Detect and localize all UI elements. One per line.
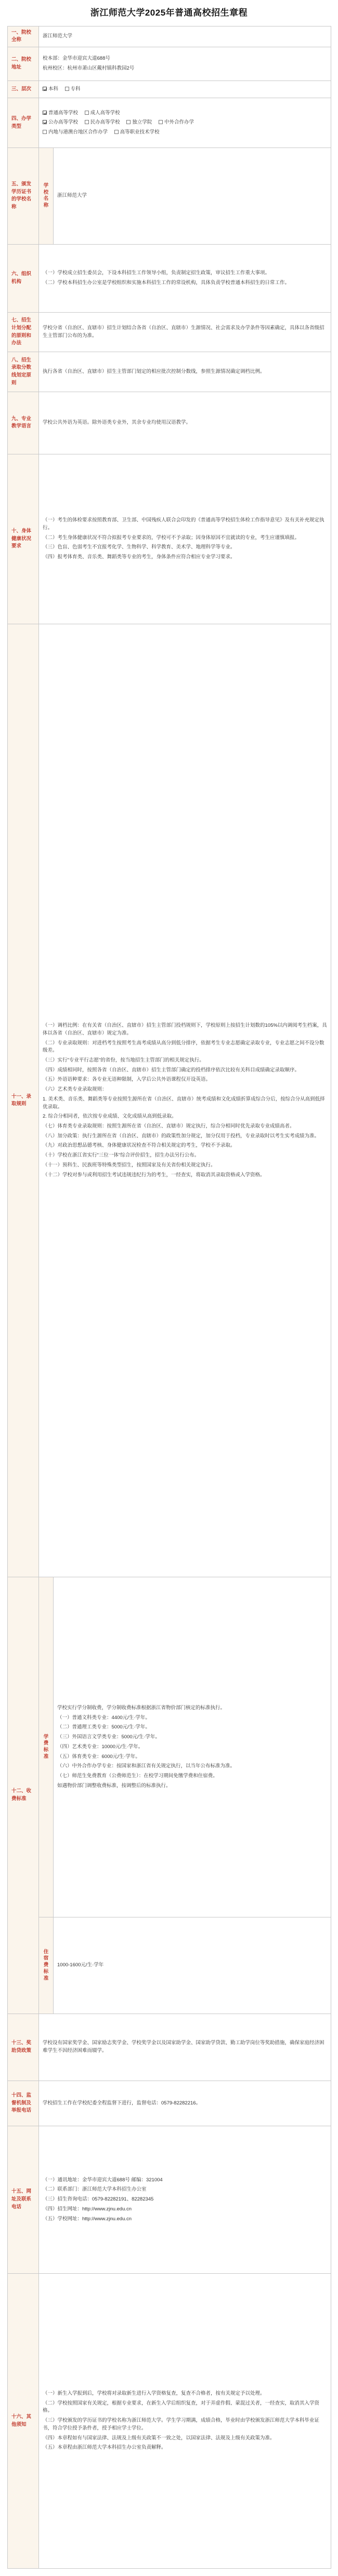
dorm-side-label: 住 宿 费 标 准 <box>39 1917 54 2014</box>
paragraph: （五）本章程由浙江师范大学本科招生办公室负责解释。 <box>43 2445 166 2451</box>
paragraph: （四）成绩相同时，按照各省（自治区、直辖市）招生主管部门确定的投档排序依次比较有关科目成绩确定录取顺序。 <box>43 1067 300 1073</box>
type-option: 内地与港澳台地区合作办学 <box>43 129 108 137</box>
certificate-side-label: 学 校 名 称 <box>39 148 54 245</box>
row-plan <box>8 312 331 352</box>
level-option: 专科 <box>65 86 81 93</box>
language-text <box>39 392 331 454</box>
row-aid <box>8 2014 331 2081</box>
type-options <box>39 98 331 148</box>
contact-item: （三）招生咨询电话：0579-82282191、82282345 <box>43 2196 154 2203</box>
row-address <box>8 47 331 81</box>
paragraph: （七）师范生免费教育（公费师范生）：在校学习期间免缴学费和住宿费。 <box>57 1773 218 1779</box>
type-option: 中外合作办学 <box>159 119 194 127</box>
paragraph: （三）外国语言文学类专业：5000元/生·学年。 <box>57 1734 160 1740</box>
row-type <box>8 98 331 148</box>
paragraph: （八）加分政策：执行生源所在省（自治区、直辖市）的政策性加分规定，加分仅用于投档，专业录取时以考生实考成绩为准。 <box>43 1133 320 1139</box>
label-organization: 六、组织机构 <box>8 244 39 312</box>
paragraph: （一）调档比例：在有关省（自治区、直辖市）招生主管部门投档规则下，学校原则上按招生计划数的105%以内调阅考生档案，具体以各省（自治区、直辖市）规定为准。 <box>43 1023 327 1036</box>
label-level: 三、层次 <box>8 81 39 98</box>
checkbox-checked-icon <box>43 120 47 124</box>
label-language: 九、专业教学语言 <box>8 392 39 454</box>
paragraph: （二）普通理工类专业：5000元/生·学年。 <box>57 1724 150 1730</box>
type-option: 民办高等学校 <box>85 119 120 127</box>
paragraph: （四）报考体育类、音乐类、舞蹈类等专业的考生，身体条件应符合相应专业学习要求。 <box>43 554 236 560</box>
label-plan: 七、招生计划分配的原则和办法 <box>8 312 39 352</box>
label-certificate: 五、颁发学历证书的学校名称 <box>8 148 39 245</box>
label-others: 十六、其他须知 <box>8 2274 39 2569</box>
contact-item: （五）学校网址：http://www.zjnu.edu.cn <box>43 2216 132 2222</box>
paragraph: （十一）预科生、民族班等特殊类型招生，按照国家及有关省份相关规定执行。 <box>43 1162 216 1168</box>
type-option: 公办高等学校 <box>43 119 78 127</box>
health-text <box>39 454 331 624</box>
paragraph: （五）外语语种要求：各专业无语种限制，入学后公共外语课程仅开设英语。 <box>43 1077 211 1083</box>
type-option: 独立学院 <box>126 119 152 127</box>
paragraph: 1. 美术类、音乐类、舞蹈类等专业按照生源所在省（自治区、直辖市）统考成绩和文化成绩折算成综合分后，按综合分从高到低择优录取。 <box>43 1096 325 1110</box>
paragraph: （三）色盲、色弱考生不宜报考化学、生物科学、科学教育、美术学、地理科学等专业。 <box>43 544 236 551</box>
paragraph: 学校实行学分制收费，学分制收费标准根据浙江省物价部门核定的标准执行。 <box>57 1705 226 1711</box>
paragraph: （三）学校颁发的学历证书的学校名称为浙江师范大学。学生学习期满，成绩合格，毕业时由学校颁发浙江师范大学本科毕业证书，符合学位授予条件者，授予相应学士学位。 <box>43 2418 320 2431</box>
paragraph: 学校招生工作在学校纪委全程监督下进行，监督电话：0579-82282216。 <box>43 2100 201 2106</box>
paragraph: 1000-1600元/生·学年 <box>57 1962 104 1968</box>
paragraph: （四）艺术类专业：10000元/生·学年。 <box>57 1743 144 1750</box>
label-fees: 十二、收费标准 <box>8 1577 39 2014</box>
row-ratio <box>8 352 331 392</box>
row-others <box>8 2274 331 2569</box>
dorm-text <box>54 1917 331 2014</box>
paragraph: （二）考生身体健康状况不符合拟报考专业要求的，学校可不予录取；因身体原因不宜就读的专业，考生应谨慎填报。 <box>43 534 300 541</box>
checkbox-empty-icon <box>85 111 89 115</box>
label-ratio: 八、招生录取分数线划定原则 <box>8 352 39 392</box>
paragraph: （二）学校本科招生办公室是学校组织和实施本科招生工作的常设机构，具体负责学校普通本科招生的日常工作。 <box>43 279 290 286</box>
paragraph: （一）普通文科类专业：4400元/生·学年。 <box>57 1714 150 1721</box>
checkbox-empty-icon <box>114 130 119 134</box>
level-options <box>39 81 331 98</box>
paragraph: 执行各省（自治区、直辖市）招生主管部门划定的相应批次控制分数线，参照生源情况确定调档比例。 <box>43 368 265 374</box>
row-school-name <box>8 26 331 47</box>
paragraph: （三）实行"专业平行志愿"的省份，按当地招生主管部门的相关规定执行。 <box>43 1057 204 1063</box>
address-line: 校本部：金华市迎宾大道688号 <box>43 56 110 62</box>
label-health: 十、身体健康状况要求 <box>8 454 39 624</box>
charter-table <box>7 26 331 2569</box>
paragraph: （九）对政治思想品德考核、身体健康状况检查不符合相关规定的考生，学校不予录取。 <box>43 1143 236 1149</box>
paragraph: （十二）学校对参与或利用招生考试违规违纪行为的考生，一经查实，将取消其录取资格或入学资格。 <box>43 1172 265 1178</box>
tuition-text <box>54 1577 331 1917</box>
checkbox-checked-icon <box>43 111 47 115</box>
certificate-value: 浙江师范大学 <box>54 148 331 245</box>
row-fees-tuition <box>8 1577 331 1917</box>
row-organization <box>8 244 331 312</box>
plan-text <box>39 312 331 352</box>
checkbox-empty-icon <box>85 120 89 124</box>
paragraph: （一）学校成立招生委员会，下设本科招生工作领导小组，负责制定招生政策，审议招生工作重大事项。 <box>43 270 270 276</box>
paragraph: （十）学校在浙江省实行"三位一体"综合评价招生，招生办法另行公布。 <box>43 1152 200 1159</box>
page-title: 浙江师范大学2025年普通高校招生章程 <box>90 8 248 18</box>
paragraph: （六）艺术类专业录取规则： <box>43 1086 107 1093</box>
admission-text <box>39 624 331 1577</box>
type-option: 普通高等学校 <box>43 110 78 117</box>
label-contact: 十五、网址及联系电话 <box>8 2126 39 2274</box>
contact-item: （四）招生网址：http://www.zjnu.edu.cn <box>43 2206 132 2212</box>
row-contact <box>8 2126 331 2274</box>
checkbox-empty-icon <box>43 130 47 134</box>
row-admission <box>8 624 331 1577</box>
type-option: 成人高等学校 <box>85 110 120 117</box>
paragraph: （一）新生入学报到后，学校将对录取新生进行入学资格复查，复查不合格者，按有关规定予以处理。 <box>43 2391 265 2396</box>
row-certificate <box>8 148 331 245</box>
paragraph: （五）体育类专业：6000元/生·学年。 <box>57 1753 140 1760</box>
tuition-side-label: 学 费 标 准 <box>39 1577 54 1917</box>
contact-item: （二）联系部门：浙江师范大学本科招生办公室 <box>43 2186 147 2193</box>
paragraph: （六）中外合作办学专业：按国家和浙江省有关规定执行，以当年公布标准为准。 <box>57 1763 236 1769</box>
checkbox-empty-icon <box>159 120 163 124</box>
checkbox-checked-icon <box>43 87 47 91</box>
checkbox-empty-icon <box>65 87 69 91</box>
level-option: 本科 <box>43 86 58 93</box>
ratio-text <box>39 352 331 392</box>
label-address: 二、院校地址 <box>8 47 39 81</box>
supervise-text <box>39 2081 331 2126</box>
row-level <box>8 81 331 98</box>
address-line: 杭州校区：杭州市萧山区戴村镇科教园2号 <box>43 65 135 72</box>
paragraph: 如遇物价部门调整收费标准，按调整后的标准执行。 <box>57 1782 171 1789</box>
paragraph: 学校分省（自治区、直辖市）招生计划结合各省（自治区、直辖市）生源情况、社会需求及办学条件等因素确定，具体以各省级招生主管部门公布的为准。 <box>43 325 324 339</box>
aid-text <box>39 2014 331 2081</box>
row-language <box>8 392 331 454</box>
paragraph: （四）本章程如有与国家法律、法规及上级有关政策不一致之处，以国家法律、法规及上级有关政策为准。 <box>43 2435 275 2441</box>
paragraph: 2. 综合分相同者，依次按专业成绩、文化成绩从高到低录取。 <box>43 1113 177 1120</box>
row-health <box>8 454 331 624</box>
paragraph: （二）专业录取规则：对进档考生按照考生高考成绩从高分到低分排序，依据考生专业志愿确定录取专业，专业志愿之间不设分数级差。 <box>43 1040 324 1054</box>
school-name-value: 浙江师范大学 <box>39 26 331 47</box>
row-fees-dorm <box>8 1917 331 2014</box>
paragraph: （七）体育类专业录取规则：按照生源所在省（自治区、直辖市）规定执行，综合分相同时优先录取专业成绩高者。 <box>43 1123 295 1130</box>
label-aid: 十三、奖助贷政策 <box>8 2014 39 2081</box>
type-option: 高等职业技术学校 <box>114 129 160 137</box>
others-text <box>39 2274 331 2569</box>
checkbox-empty-icon <box>126 120 131 124</box>
label-supervise: 十四、监督机制及举报电话 <box>8 2081 39 2126</box>
contact-item: （一）通讯地址：金华市迎宾大道688号 邮编：321004 <box>43 2177 163 2183</box>
paragraph: 学校设有国家奖学金、国家励志奖学金、学校奖学金以及国家助学金、国家助学贷款、勤工助学岗位等奖助措施，确保家庭经济困难学生不因经济困难而辍学。 <box>43 2040 324 2054</box>
contact-list <box>39 2126 331 2274</box>
address-value <box>39 47 331 81</box>
label-admission: 十一、录取规则 <box>8 624 39 1577</box>
paragraph: （一）考生的体检要求按照教育部、卫生部、中国残疾人联合会印发的《普通高等学校招生体检工作指导意见》及有关补充规定执行。 <box>43 517 324 531</box>
paragraph: （二）学校按照国家有关规定，根据专业要求，在新生入学后组织复查，对于弄虚作假、蒙混过关者，一经查实，取消其入学资格。 <box>43 2400 320 2414</box>
label-type: 四、办学类型 <box>8 98 39 148</box>
paragraph: 学校公共外语为英语。除外语类专业外，其余专业均使用汉语教学。 <box>43 419 191 425</box>
label-school-name: 一、院校全称 <box>8 26 39 47</box>
row-supervise <box>8 2081 331 2126</box>
organization-text <box>39 244 331 312</box>
